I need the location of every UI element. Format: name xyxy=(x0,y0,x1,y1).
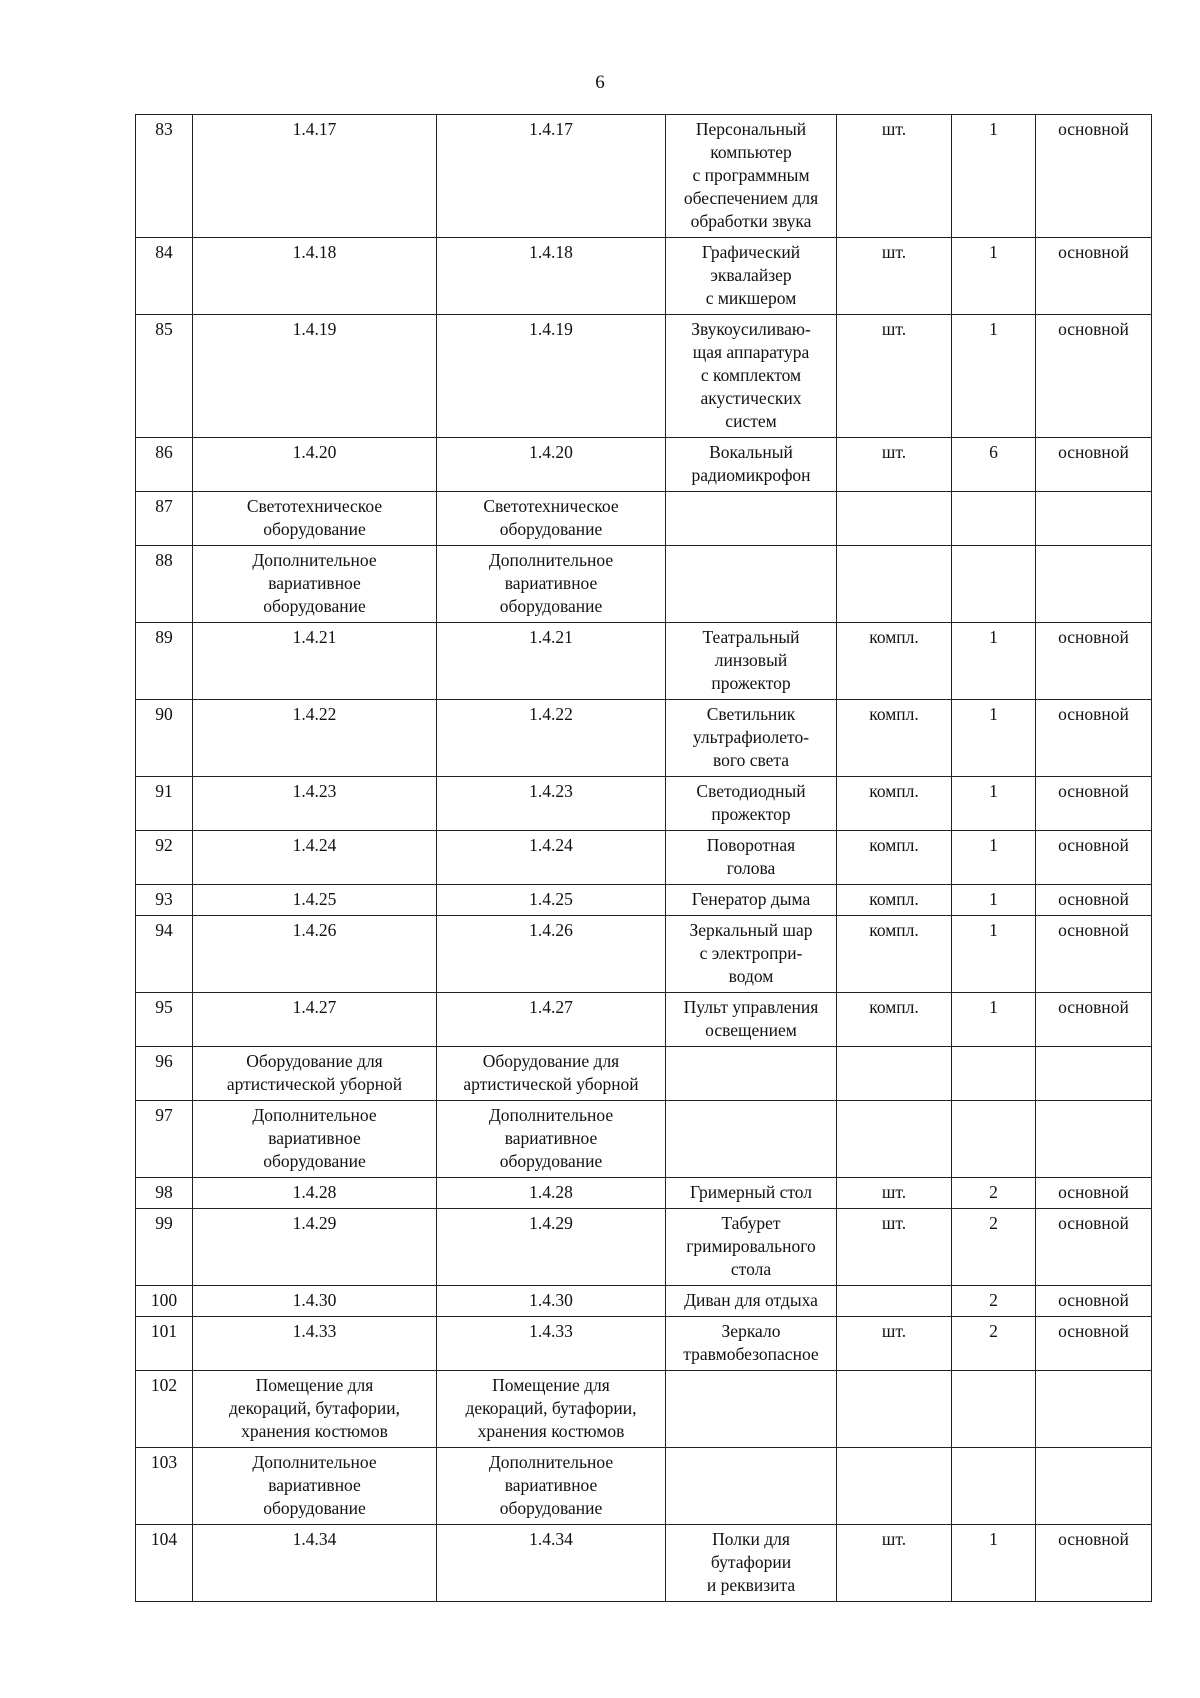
row-number-cell: 85 xyxy=(136,315,193,438)
equipment-type-cell: основной xyxy=(1036,700,1152,777)
unit-cell: компл. xyxy=(837,916,952,993)
code-cell: 1.4.26 xyxy=(193,916,437,993)
table-row xyxy=(136,492,1152,546)
equipment-type-cell: основной xyxy=(1036,115,1152,238)
quantity-cell: 1 xyxy=(952,777,1036,831)
code-cell: 1.4.34 xyxy=(193,1525,437,1602)
quantity-cell: 2 xyxy=(952,1209,1036,1286)
table-row xyxy=(136,315,1152,438)
row-number-cell: 104 xyxy=(136,1525,193,1602)
table-row xyxy=(136,1286,1152,1317)
row-number-cell: 86 xyxy=(136,438,193,492)
row-number-cell: 84 xyxy=(136,238,193,315)
row-number-cell: 100 xyxy=(136,1286,193,1317)
quantity-cell: 1 xyxy=(952,1525,1036,1602)
code-cell: 1.4.34 xyxy=(437,1525,666,1602)
table-row xyxy=(136,438,1152,492)
equipment-name-cell: Вокальный радиомикрофон xyxy=(666,438,837,492)
table-row xyxy=(136,885,1152,916)
unit-cell: компл. xyxy=(837,831,952,885)
equipment-name-cell: Гримерный стол xyxy=(666,1178,837,1209)
equipment-name-cell: Табурет гримировального стола xyxy=(666,1209,837,1286)
code-cell: 1.4.24 xyxy=(193,831,437,885)
code-cell: 1.4.27 xyxy=(437,993,666,1047)
code-cell: 1.4.27 xyxy=(193,993,437,1047)
unit-cell: шт. xyxy=(837,1178,952,1209)
unit-cell xyxy=(837,492,952,546)
code-cell: Дополнительное вариативное оборудование xyxy=(437,1448,666,1525)
code-cell: 1.4.17 xyxy=(193,115,437,238)
table-body xyxy=(136,115,1152,1602)
equipment-type-cell xyxy=(1036,1047,1152,1101)
equipment-name-cell: Зеркало травмобезопасное xyxy=(666,1317,837,1371)
quantity-cell: 1 xyxy=(952,238,1036,315)
table-row xyxy=(136,1317,1152,1371)
unit-cell: шт. xyxy=(837,315,952,438)
row-number-cell: 91 xyxy=(136,777,193,831)
equipment-name-cell xyxy=(666,1448,837,1525)
equipment-name-cell: Генератор дыма xyxy=(666,885,837,916)
row-number-cell: 96 xyxy=(136,1047,193,1101)
code-cell: Дополнительное вариативное оборудование xyxy=(437,1101,666,1178)
equipment-name-cell: Поворотная голова xyxy=(666,831,837,885)
code-cell: Дополнительное вариативное оборудование xyxy=(193,1101,437,1178)
code-cell: 1.4.29 xyxy=(437,1209,666,1286)
code-cell: 1.4.19 xyxy=(193,315,437,438)
unit-cell: компл. xyxy=(837,885,952,916)
table-row xyxy=(136,1101,1152,1178)
unit-cell: шт. xyxy=(837,238,952,315)
unit-cell: компл. xyxy=(837,700,952,777)
equipment-type-cell xyxy=(1036,1448,1152,1525)
code-cell: 1.4.18 xyxy=(437,238,666,315)
code-cell: 1.4.18 xyxy=(193,238,437,315)
equipment-name-cell xyxy=(666,492,837,546)
code-cell: 1.4.30 xyxy=(437,1286,666,1317)
code-cell: 1.4.23 xyxy=(437,777,666,831)
table-row xyxy=(136,1178,1152,1209)
equipment-type-cell xyxy=(1036,492,1152,546)
quantity-cell xyxy=(952,546,1036,623)
equipment-type-cell: основной xyxy=(1036,238,1152,315)
equipment-type-cell: основной xyxy=(1036,1317,1152,1371)
quantity-cell: 1 xyxy=(952,885,1036,916)
code-cell: 1.4.21 xyxy=(437,623,666,700)
equipment-type-cell: основной xyxy=(1036,993,1152,1047)
row-number-cell: 90 xyxy=(136,700,193,777)
unit-cell xyxy=(837,1286,952,1317)
code-cell: 1.4.21 xyxy=(193,623,437,700)
code-cell: Помещение для декораций, бутафории, хранения костюмов xyxy=(437,1371,666,1448)
unit-cell xyxy=(837,1101,952,1178)
quantity-cell: 1 xyxy=(952,115,1036,238)
quantity-cell: 2 xyxy=(952,1317,1036,1371)
code-cell: Помещение для декораций, бутафории, хранения костюмов xyxy=(193,1371,437,1448)
code-cell: Дополнительное вариативное оборудование xyxy=(437,546,666,623)
unit-cell: компл. xyxy=(837,623,952,700)
row-number-cell: 99 xyxy=(136,1209,193,1286)
unit-cell: шт. xyxy=(837,1317,952,1371)
equipment-type-cell: основной xyxy=(1036,831,1152,885)
code-cell: 1.4.28 xyxy=(437,1178,666,1209)
unit-cell xyxy=(837,1047,952,1101)
equipment-name-cell: Светодиодный прожектор xyxy=(666,777,837,831)
equipment-type-cell: основной xyxy=(1036,916,1152,993)
unit-cell: компл. xyxy=(837,777,952,831)
table-row xyxy=(136,1047,1152,1101)
code-cell: 1.4.33 xyxy=(193,1317,437,1371)
quantity-cell: 2 xyxy=(952,1178,1036,1209)
row-number-cell: 102 xyxy=(136,1371,193,1448)
equipment-name-cell: Звукоусиливаю- щая аппаратура с комплектом акустических систем xyxy=(666,315,837,438)
code-cell: 1.4.20 xyxy=(437,438,666,492)
equipment-type-cell: основной xyxy=(1036,438,1152,492)
equipment-name-cell: Полки для бутафории и реквизита xyxy=(666,1525,837,1602)
code-cell: 1.4.20 xyxy=(193,438,437,492)
code-cell: 1.4.17 xyxy=(437,115,666,238)
code-cell: 1.4.25 xyxy=(193,885,437,916)
equipment-type-cell xyxy=(1036,1371,1152,1448)
table-row xyxy=(136,1448,1152,1525)
equipment-type-cell: основной xyxy=(1036,777,1152,831)
code-cell: Светотехническое оборудование xyxy=(193,492,437,546)
page-number: 6 xyxy=(595,72,605,93)
quantity-cell: 1 xyxy=(952,831,1036,885)
code-cell: 1.4.26 xyxy=(437,916,666,993)
table-row xyxy=(136,1371,1152,1448)
table-row xyxy=(136,993,1152,1047)
quantity-cell xyxy=(952,1448,1036,1525)
quantity-cell: 1 xyxy=(952,700,1036,777)
equipment-type-cell: основной xyxy=(1036,1525,1152,1602)
quantity-cell xyxy=(952,1047,1036,1101)
unit-cell: шт. xyxy=(837,1209,952,1286)
quantity-cell: 6 xyxy=(952,438,1036,492)
code-cell: Оборудование для артистической уборной xyxy=(193,1047,437,1101)
table-row xyxy=(136,546,1152,623)
code-cell: 1.4.22 xyxy=(437,700,666,777)
code-cell: 1.4.22 xyxy=(193,700,437,777)
unit-cell xyxy=(837,546,952,623)
equipment-type-cell: основной xyxy=(1036,1178,1152,1209)
equipment-name-cell xyxy=(666,1371,837,1448)
quantity-cell: 2 xyxy=(952,1286,1036,1317)
equipment-type-cell: основной xyxy=(1036,623,1152,700)
quantity-cell: 1 xyxy=(952,623,1036,700)
equipment-type-cell: основной xyxy=(1036,315,1152,438)
equipment-name-cell: Светильник ультрафиолето- вого света xyxy=(666,700,837,777)
row-number-cell: 94 xyxy=(136,916,193,993)
code-cell: 1.4.19 xyxy=(437,315,666,438)
code-cell: Светотехническое оборудование xyxy=(437,492,666,546)
unit-cell: компл. xyxy=(837,993,952,1047)
unit-cell: шт. xyxy=(837,1525,952,1602)
quantity-cell xyxy=(952,1101,1036,1178)
table-row xyxy=(136,115,1152,238)
unit-cell xyxy=(837,1371,952,1448)
equipment-name-cell: Персональный компьютер с программным обеспечением для обработки звука xyxy=(666,115,837,238)
table-row xyxy=(136,238,1152,315)
quantity-cell xyxy=(952,492,1036,546)
quantity-cell: 1 xyxy=(952,993,1036,1047)
equipment-name-cell xyxy=(666,1101,837,1178)
code-cell: 1.4.24 xyxy=(437,831,666,885)
row-number-cell: 101 xyxy=(136,1317,193,1371)
equipment-name-cell xyxy=(666,1047,837,1101)
row-number-cell: 97 xyxy=(136,1101,193,1178)
table-row xyxy=(136,831,1152,885)
table-row xyxy=(136,916,1152,993)
quantity-cell: 1 xyxy=(952,315,1036,438)
row-number-cell: 93 xyxy=(136,885,193,916)
code-cell: 1.4.29 xyxy=(193,1209,437,1286)
quantity-cell xyxy=(952,1371,1036,1448)
code-cell: 1.4.33 xyxy=(437,1317,666,1371)
table-row xyxy=(136,623,1152,700)
equipment-table xyxy=(135,114,1152,1602)
unit-cell: шт. xyxy=(837,115,952,238)
code-cell: 1.4.30 xyxy=(193,1286,437,1317)
table-row xyxy=(136,700,1152,777)
equipment-type-cell xyxy=(1036,1101,1152,1178)
table-row xyxy=(136,1209,1152,1286)
row-number-cell: 88 xyxy=(136,546,193,623)
row-number-cell: 98 xyxy=(136,1178,193,1209)
equipment-name-cell: Театральный линзовый прожектор xyxy=(666,623,837,700)
table-row xyxy=(136,1525,1152,1602)
equipment-name-cell xyxy=(666,546,837,623)
equipment-name-cell: Пульт управления освещением xyxy=(666,993,837,1047)
unit-cell: шт. xyxy=(837,438,952,492)
quantity-cell: 1 xyxy=(952,916,1036,993)
row-number-cell: 87 xyxy=(136,492,193,546)
code-cell: 1.4.28 xyxy=(193,1178,437,1209)
code-cell: Оборудование для артистической уборной xyxy=(437,1047,666,1101)
code-cell: 1.4.25 xyxy=(437,885,666,916)
equipment-type-cell: основной xyxy=(1036,1286,1152,1317)
row-number-cell: 89 xyxy=(136,623,193,700)
equipment-type-cell: основной xyxy=(1036,1209,1152,1286)
equipment-name-cell: Диван для отдыха xyxy=(666,1286,837,1317)
row-number-cell: 92 xyxy=(136,831,193,885)
code-cell: Дополнительное вариативное оборудование xyxy=(193,1448,437,1525)
code-cell: Дополнительное вариативное оборудование xyxy=(193,546,437,623)
row-number-cell: 83 xyxy=(136,115,193,238)
row-number-cell: 103 xyxy=(136,1448,193,1525)
equipment-type-cell: основной xyxy=(1036,885,1152,916)
table-row xyxy=(136,777,1152,831)
equipment-name-cell: Графический эквалайзер с микшером xyxy=(666,238,837,315)
equipment-type-cell xyxy=(1036,546,1152,623)
row-number-cell: 95 xyxy=(136,993,193,1047)
code-cell: 1.4.23 xyxy=(193,777,437,831)
equipment-name-cell: Зеркальный шар с электропри- водом xyxy=(666,916,837,993)
unit-cell xyxy=(837,1448,952,1525)
